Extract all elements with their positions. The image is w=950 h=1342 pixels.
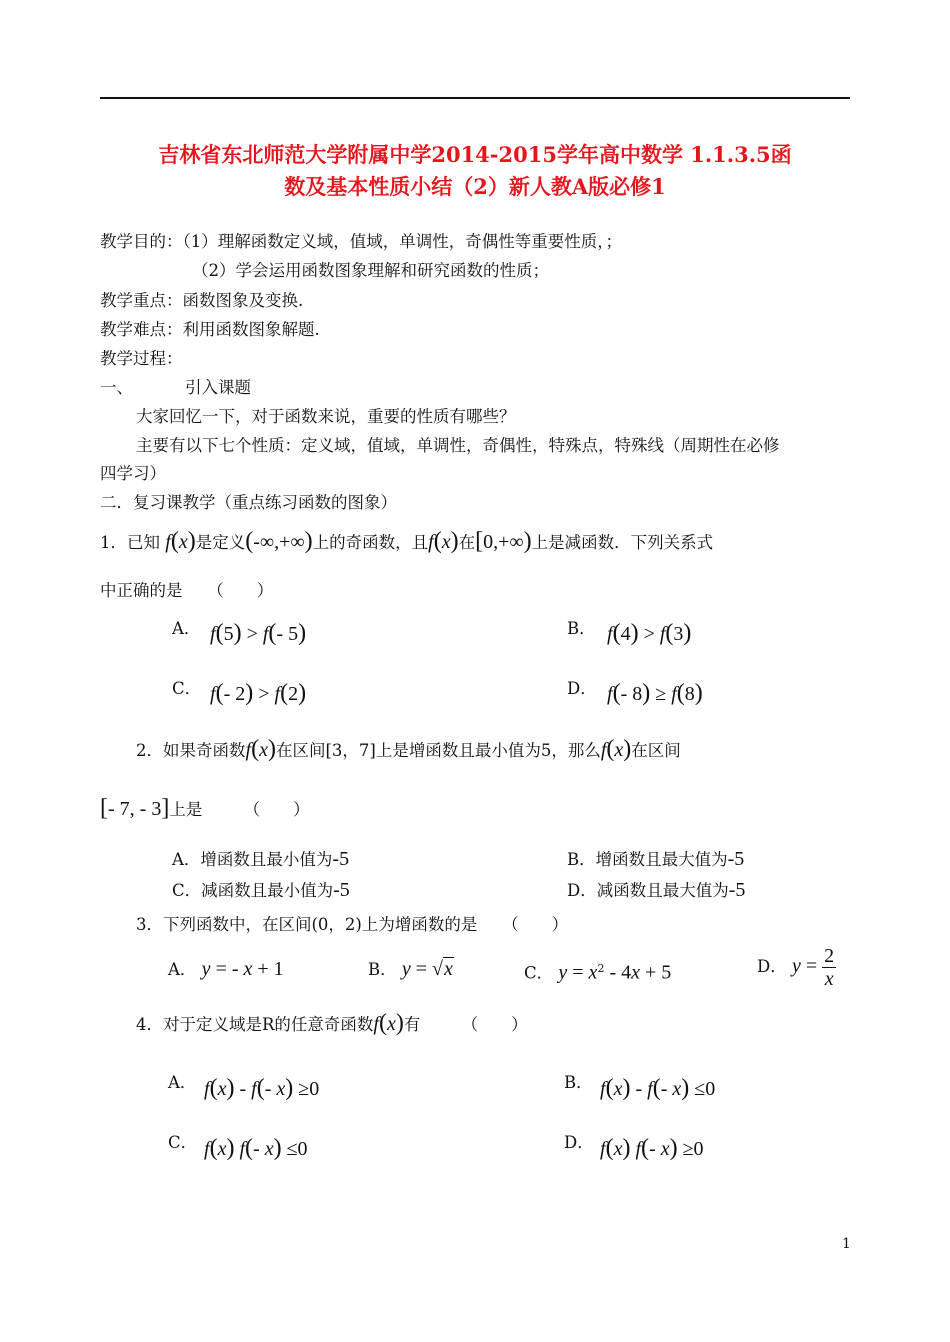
math-interval-neg7-neg3: - 7, - 3 [108,798,162,820]
q1-option-d-math: f(- 8) ≥ f(8) [607,680,703,706]
q1-option-c-label: C． [172,679,202,698]
objective-item-1: （1）理解函数定义域，值域，单调性，奇偶性等重要性质，； [182,232,622,251]
section-1-heading [100,377,251,399]
objectives-label: 教学目的： [100,232,183,251]
math-interval-all-reals: -∞,+∞ [253,531,305,553]
page-number: 1 [842,1236,851,1252]
question-2-stem: 2．如果奇函数f(x)在区间[3，7]上是增函数且最小值为5，那么f(x)在区间 [136,736,681,762]
process-heading: 教学过程： [100,349,183,368]
q1-option-b-math: f(4) > f(3) [607,620,692,646]
q1-option-c-math: f(- 2) > f(2) [210,680,307,706]
q2-option-d: D．减函数且最大值为-5 [567,879,746,901]
q4-option-c-math: f(x) f(- x) ≤0 [204,1135,308,1161]
section-1-title: 引入课题 [185,378,251,397]
q2-option-c: C．减函数且最小值为-5 [172,879,350,901]
math-interval-nonneg: 0,+∞ [483,531,524,553]
q3-option-d: D． y = $\frac{2}{x}$ [757,945,835,990]
paragraph-2-line1: 主要有以下七个性质：定义域，值域，单调性，奇偶性，特殊点，特殊线（周期性在必修 [136,436,780,455]
q1-option-a-math: f(5) > f(- 5) [210,620,307,646]
document-title-line2: 数及基本性质小结（2）新人教A版必修1 [284,174,666,199]
q1-option-b-label: B． [567,619,596,638]
q2-option-b: B．增函数且最大值为-5 [567,848,745,870]
question-4-stem: 4．对于定义域是R的任意奇函数f(x)有 （ ） [136,1010,528,1036]
q3-option-a: A． y = - x + 1 [168,958,284,980]
q4-option-a-math: f(x) - f(- x) ≥0 [204,1075,320,1101]
objective-item-2: （2）学会运用函数图象理解和研究函数的性质； [192,261,549,280]
q4-option-b-label: B． [564,1073,593,1092]
difficulty: 教学难点：利用函数图象解题. [100,320,320,339]
q2-option-a: A．增函数且最小值为-5 [172,848,350,870]
question-2-line2: [- 7, - 3]上是 （ ） [100,795,310,821]
fraction-2-over-x: $\frac{2}{x}$ [824,945,835,990]
section-2-heading: 二．复习课教学（重点练习函数的图象） [100,493,397,512]
q4-option-b-math: f(x) - f(- x) ≤0 [600,1075,716,1101]
objectives [100,231,622,253]
paragraph-2-line2: 四学习） [100,464,166,483]
section-1-number: 一、 [100,378,133,397]
q4-option-d-label: D． [564,1133,594,1152]
question-1-stem: 1．已知 f(x)是定义(-∞,+∞)上的奇函数，且f(x)在[0,+∞)上是减函数．下列关系式 [100,528,714,554]
key-point: 教学重点：函数图象及变换. [100,291,304,310]
question-3-stem: 3．下列函数中，在区间(0，2)上为增函数的是 （ ） [136,915,569,934]
paragraph-1: 大家回忆一下，对于函数来说，重要的性质有哪些？ [136,407,516,426]
math-f-x: f [165,531,171,553]
q1-option-a-label: A． [172,619,201,638]
q3-option-c: C． $y = x^2 - 4x + 5$ [524,961,672,984]
q4-option-c-label: C． [168,1133,198,1152]
q4-option-d-math: f(x) f(- x) ≥0 [600,1135,704,1161]
q1-option-d-label: D． [567,679,597,698]
header-rule [100,97,850,99]
document-title-line1: 吉林省东北师范大学附属中学2014-2015学年高中数学 1.1.3.5函 [158,142,792,167]
q3-option-b: B． y = √x [368,958,453,980]
q4-option-a-label: A． [168,1073,197,1092]
question-1-line2: 中正确的是 （ ） [100,581,274,600]
